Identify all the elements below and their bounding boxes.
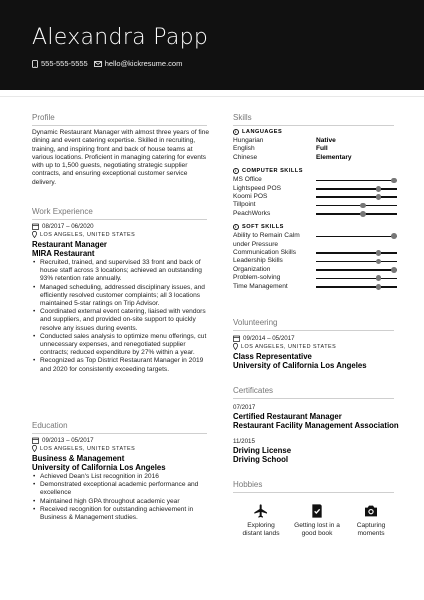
education-dates-row (32, 437, 212, 444)
work-title: Work Experience (32, 207, 93, 216)
education-entry (32, 437, 212, 522)
work-dates-row (32, 223, 212, 230)
skill-knob (376, 259, 382, 265)
phone-contact[interactable] (32, 59, 88, 68)
skill-row (233, 210, 403, 218)
skill-name: Time Management (233, 282, 288, 290)
work-bullet: • Recruited, trained, and supervised 33 front and back of house staff across 3 locations; achieved an outstanding 93% retention rate annually. (32, 259, 212, 284)
skill-row (233, 257, 403, 265)
hobby-label: moments (357, 530, 385, 538)
camera-icon (363, 503, 379, 519)
location-pin-icon (32, 231, 37, 238)
certificate-name: Driving License (233, 446, 292, 455)
hobby-label: Capturing (356, 522, 386, 529)
language-name: Chinese (233, 153, 258, 161)
profile-title: Profile (32, 113, 55, 122)
education-location-row (32, 445, 212, 452)
location-pin-icon (32, 445, 37, 452)
skill-knob (360, 203, 366, 209)
volunteering-entry (233, 335, 403, 370)
certificate-date: 11/2015 (233, 438, 255, 445)
certificate-issuer: Restaurant Facility Management Association (233, 421, 399, 430)
work-role: Restaurant Manager (32, 240, 107, 249)
hobbies-rule (233, 492, 394, 493)
skill-bar (316, 278, 397, 280)
skill-name: MS Office (233, 176, 262, 184)
work-bullet: • Coordinated external event catering, liaised with vendors and suppliers, and provided on-site support to quickly resolve any issues during events. (32, 308, 212, 333)
volunteering-dates-row (233, 335, 403, 342)
education-bullet: • Received recognition for outstanding achievement in Business & Management studies. (32, 506, 212, 522)
language-level: Elementary (316, 153, 352, 161)
education-location: LOS ANGELES, UNITED STATES (40, 445, 136, 452)
skill-name: under Pressure (233, 240, 279, 248)
profile-rule (32, 125, 207, 126)
volunteering-location: LOS ANGELES, UNITED STATES (241, 343, 337, 350)
skill-bar (316, 252, 397, 254)
skill-row (233, 193, 403, 201)
computer-skills-heading (233, 168, 403, 174)
email-text: hello@kickresume.com (104, 59, 183, 68)
volunteering-title: Volunteering (233, 318, 278, 327)
skill-name: Koomi POS (233, 193, 268, 200)
language-name: English (233, 145, 255, 153)
work-location: LOS ANGELES, UNITED STATES (40, 231, 136, 238)
certificates-title: Certificates (233, 386, 274, 395)
soft-skills-list (233, 232, 403, 291)
email-contact[interactable] (94, 59, 183, 68)
hobby-item (231, 503, 291, 538)
certificate-date: 07/2017 (233, 404, 256, 411)
skill-bar (316, 213, 397, 215)
info-icon: i (233, 129, 239, 135)
volunteering-org: University of California Los Angeles (233, 361, 367, 370)
phone-text: 555-555-5555 (41, 59, 88, 68)
skill-name: Organization (233, 265, 271, 273)
work-bullet: • Recognized as Top District Restaurant Manager in 2019 and 2020 for consistently exceeding targets. (32, 357, 212, 373)
mail-icon (94, 61, 102, 67)
skill-row (233, 266, 403, 274)
work-bullets (32, 259, 212, 374)
certificate-entry (233, 404, 408, 430)
education-dates: 09/2013 – 05/2017 (42, 437, 94, 444)
skill-bar (316, 205, 397, 207)
calendar-icon (32, 437, 39, 444)
skill-knob (391, 267, 397, 273)
hobby-item (341, 503, 401, 538)
hobby-label: Getting lost in a (294, 522, 340, 529)
skill-name: Problem-solving (233, 274, 281, 282)
hobbies-title: Hobbies (233, 480, 263, 489)
skill-row (233, 274, 403, 282)
contact-row (32, 59, 182, 68)
skill-knob (376, 250, 382, 256)
skill-knob (376, 186, 382, 192)
skill-name: PeachWorks (233, 209, 271, 217)
skill-bar (316, 261, 397, 263)
location-pin-icon (233, 343, 238, 350)
skill-bar (316, 236, 397, 238)
work-bullet: • Managed scheduling, addressed disciplinary issues, and efficiently resolved customer complaints; all 3 locations maintained 5-star ratings on Trip Advisor. (32, 284, 212, 309)
skills-rule (233, 125, 394, 126)
work-dates: 08/2017 – 06/2020 (42, 223, 94, 230)
skill-row (233, 185, 403, 193)
skill-knob (376, 194, 382, 200)
language-level: Native (316, 137, 336, 144)
skill-knob (391, 178, 397, 184)
candidate-name: Alexandra Papp (32, 25, 209, 50)
work-company: MIRA Restaurant (32, 249, 95, 258)
volunteering-rule (233, 330, 394, 331)
skill-name: Lightspeed POS (233, 184, 282, 192)
airplane-icon (253, 503, 269, 519)
skill-row-continuation (233, 241, 403, 249)
skill-bar (316, 196, 397, 198)
work-rule (32, 219, 207, 220)
education-degree: Business & Management (32, 454, 125, 463)
skill-knob (376, 284, 382, 290)
volunteering-location-row (233, 343, 403, 350)
skill-knob (376, 275, 382, 281)
education-title: Education (32, 421, 68, 430)
education-school: University of California Los Angeles (32, 463, 166, 472)
book-icon (309, 503, 325, 519)
skill-bar (316, 286, 397, 288)
hobby-label: distant lands (242, 530, 280, 538)
certificate-issuer: Driving School (233, 455, 289, 464)
work-bullet: • Conducted sales analysis to optimize menu offerings, cut unnecessary expenses, and renegotiated supplier contracts; reduced expenditure by 27% within a year. (32, 333, 212, 358)
volunteering-role: Class Representative (233, 352, 312, 361)
skill-knob (360, 211, 366, 217)
work-entry (32, 223, 212, 374)
skill-row (233, 176, 403, 184)
skills-title: Skills (233, 113, 252, 122)
hobby-label: Exploring (247, 522, 275, 529)
soft-skills-title: SOFT SKILLS (242, 224, 284, 231)
header (0, 0, 424, 90)
skill-row (233, 249, 403, 257)
skill-name: Communication Skills (233, 248, 297, 256)
language-name: Hungarian (233, 137, 264, 144)
education-bullet: • Achieved Dean's List recognition in 2016 (32, 473, 212, 481)
education-bullet: • Demonstrated exceptional academic performance and excellence (32, 481, 212, 497)
computer-skills-list (233, 176, 403, 218)
skill-bar (316, 188, 397, 190)
phone-icon (32, 60, 38, 68)
soft-skills-heading (233, 224, 403, 230)
computer-skills-title: COMPUTER SKILLS (242, 168, 303, 175)
certificate-entry (233, 438, 408, 464)
skill-row (233, 283, 403, 291)
info-icon: i (233, 224, 239, 230)
language-level: Full (316, 145, 328, 153)
skill-name: Tillpoint (233, 201, 256, 209)
skill-row (233, 201, 403, 209)
languages-title: LANGUAGES (242, 129, 283, 135)
header-divider (0, 96, 424, 97)
language-row (233, 137, 403, 145)
skills-block (233, 129, 403, 291)
certificate-name: Certified Restaurant Manager (233, 412, 342, 421)
volunteering-dates: 09/2014 – 05/2017 (243, 335, 295, 342)
hobby-label: good book (301, 530, 333, 538)
calendar-icon (32, 223, 39, 230)
languages-heading (233, 129, 403, 135)
hobby-item (287, 503, 347, 538)
calendar-icon (233, 335, 240, 342)
skill-row (233, 232, 403, 240)
profile-text: Dynamic Restaurant Manager with almost three years of fine dining and event catering expertise. Skilled in recruiting, training, and inspiring front and back of house teams at various locations. Proficient in managing catering for events with up to 1,500 guests, negotiating strategic supplier contracts, and ensuring exceptional customer service delivery. (32, 129, 210, 186)
certificates-rule (233, 398, 394, 399)
work-location-row (32, 231, 212, 238)
skill-knob (391, 233, 397, 239)
skill-bar (316, 180, 397, 182)
education-bullets (32, 473, 212, 522)
skill-name: Ability to Remain Calm (233, 232, 300, 240)
language-row (233, 145, 403, 153)
skill-name: Leadership Skills (233, 257, 283, 265)
education-bullet: • Maintained high GPA throughout academic year (32, 498, 212, 506)
language-row (233, 154, 403, 162)
languages-list (233, 137, 403, 162)
skill-bar (316, 269, 397, 271)
education-rule (32, 433, 207, 434)
info-icon: i (233, 168, 239, 174)
